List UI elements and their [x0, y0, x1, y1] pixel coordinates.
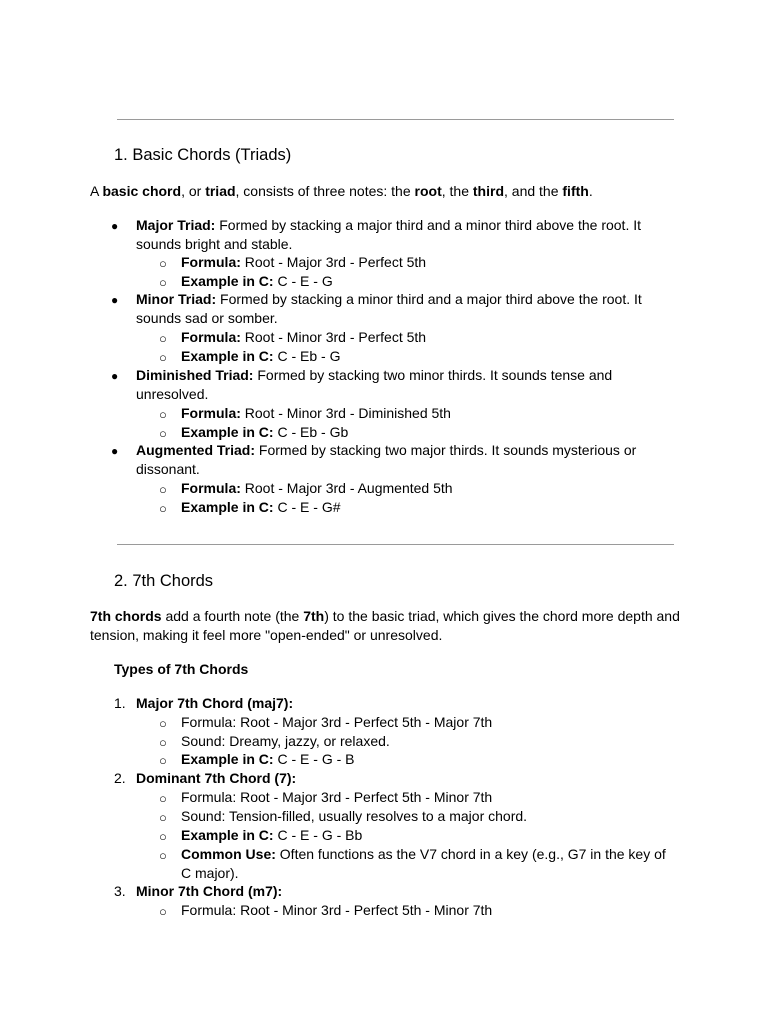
section-heading-basic-chords: 1. Basic Chords (Triads)	[114, 146, 292, 164]
list-item-sound: Sound: Dreamy, jazzy, or relaxed.	[181, 733, 390, 749]
list-item-example: Example in C: C - Eb - G	[181, 348, 341, 364]
circle-bullet-icon: ○	[159, 482, 167, 497]
bullet-icon: ●	[111, 293, 119, 307]
list-item-formula: Formula: Root - Major 3rd - Perfect 5th - Major 7th	[181, 714, 493, 730]
list-item-minor-triad: Minor Triad: Formed by stacking a minor third and a major third above the root. It sounds sad or somber.	[136, 291, 642, 326]
list-item-formula: Formula: Root - Minor 3rd - Diminished 5th	[181, 405, 451, 421]
divider	[117, 544, 674, 545]
circle-bullet-icon: ○	[159, 848, 167, 863]
list-item-example: Example in C: C - E - G	[181, 273, 333, 289]
7th-chords-intro: 7th chords add a fourth note (the 7th) to the basic triad, which gives the chord more depth and tension, making it feel more "open-ended" or unresolved.	[90, 608, 680, 643]
circle-bullet-icon: ○	[159, 501, 167, 516]
circle-bullet-icon: ○	[159, 753, 167, 768]
section-heading-7th-chords: 2. 7th Chords	[114, 572, 214, 590]
list-item-common-use: Common Use: Often functions as the V7 chord in a key (e.g., G7 in the key of C major).	[181, 846, 666, 881]
bullet-icon: ●	[111, 219, 119, 233]
circle-bullet-icon: ○	[159, 810, 167, 825]
bullet-icon: ●	[111, 444, 119, 458]
list-item-sound: Sound: Tension-filled, usually resolves to a major chord.	[181, 808, 528, 824]
circle-bullet-icon: ○	[159, 407, 167, 422]
list-item-diminished-triad: Diminished Triad: Formed by stacking two minor thirds. It sounds tense and unresolved.	[136, 367, 613, 402]
basic-chords-intro: A basic chord, or triad, consists of three notes: the root, the third, and the fifth.	[90, 183, 593, 199]
list-item-formula: Formula: Root - Minor 3rd - Perfect 5th	[181, 329, 427, 345]
list-item-augmented-triad: Augmented Triad: Formed by stacking two major thirds. It sounds mysterious or dissonant.	[136, 442, 637, 477]
circle-bullet-icon: ○	[159, 829, 167, 844]
list-item-example: Example in C: C - E - G - B	[181, 751, 355, 767]
circle-bullet-icon: ○	[159, 791, 167, 806]
bullet-icon: ●	[111, 369, 119, 383]
circle-bullet-icon: ○	[159, 735, 167, 750]
list-number: 3.	[114, 883, 126, 899]
list-item-major-7th: Major 7th Chord (maj7):	[136, 695, 294, 711]
list-number: 2.	[114, 770, 126, 786]
list-item-example: Example in C: C - E - G - Bb	[181, 827, 363, 843]
list-item-example: Example in C: C - Eb - Gb	[181, 424, 349, 440]
list-item-formula: Formula: Root - Major 3rd - Augmented 5th	[181, 480, 453, 496]
circle-bullet-icon: ○	[159, 350, 167, 365]
subheading-types-of-7th-chords: Types of 7th Chords	[114, 661, 249, 677]
list-number: 1.	[114, 695, 126, 711]
list-item-formula: Formula: Root - Major 3rd - Perfect 5th - Minor 7th	[181, 789, 493, 805]
circle-bullet-icon: ○	[159, 716, 167, 731]
list-item-formula: Formula: Root - Major 3rd - Perfect 5th	[181, 254, 427, 270]
circle-bullet-icon: ○	[159, 275, 167, 290]
divider	[117, 119, 674, 120]
list-item-major-triad: Major Triad: Formed by stacking a major third and a minor third above the root. It sounds bright and stable.	[136, 217, 642, 252]
list-item-dominant-7th: Dominant 7th Chord (7):	[136, 770, 297, 786]
circle-bullet-icon: ○	[159, 904, 167, 919]
list-item-minor-7th: Minor 7th Chord (m7):	[136, 883, 283, 899]
circle-bullet-icon: ○	[159, 256, 167, 271]
list-item-formula: Formula: Root - Minor 3rd - Perfect 5th - Minor 7th	[181, 902, 493, 918]
list-item-example: Example in C: C - E - G#	[181, 499, 341, 515]
circle-bullet-icon: ○	[159, 426, 167, 441]
circle-bullet-icon: ○	[159, 331, 167, 346]
